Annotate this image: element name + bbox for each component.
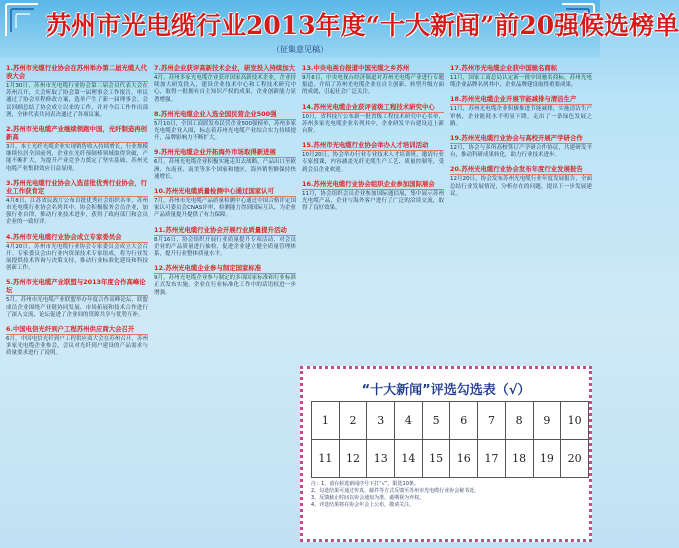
news-headline: 7.苏州企业获评高新技术企业，研发投入持续加大 bbox=[154, 64, 296, 72]
news-body: 3月，本土光纤光缆企业实现销售收入持续增长，行业规模继续位居全国前列，企业在光纤预制棒领域取得突破，产能不断扩大，为提升产业竞争力奠定了坚实基础，苏州光电缆产业集群效应日益显现。 bbox=[6, 144, 148, 172]
news-body: 7月，苏州市光电缆产品质量检测中心通过中国合格评定国家认可委员会CNAS评审，检测能力得到国际互认，为企业产品质量提升提供了有力保障。 bbox=[154, 198, 296, 219]
vote-note: 注：1、请在候选新闻序号下打“√”，限选10条。 bbox=[311, 481, 419, 487]
vote-cell[interactable]: 17 bbox=[478, 440, 506, 478]
news-body: 4月，苏州多家光电缆企业获评国家高新技术企业，企业持续加大研发投入，建设企业技术中心和工程技术研究中心，取得一批拥有自主知识产权的成果，企业创新能力显著增强。 bbox=[154, 75, 296, 103]
news-item bbox=[450, 64, 592, 89]
news-body: 9月6日，中央电视台经济频道对苏州光电缆产业进行专题报道，介绍了苏州光电缆企业在自主创新、转型升级方面的成就，引起社会广泛关注。 bbox=[302, 75, 444, 96]
news-headline: 1.苏州市光缆行业协会在苏州举办第二届光缆人代表大会 bbox=[6, 64, 148, 80]
news-column bbox=[152, 58, 298, 548]
news-item bbox=[6, 125, 148, 173]
news-body: 11月，苏州光电缆企业积极推进节能减排，实施清洁生产审核，企业能耗水平明显下降，走出了一条绿色发展之路。 bbox=[450, 106, 592, 127]
news-body: 10月20日，协会举办行业专业技术人才培训班，邀请行业专家授课，内容涵盖光纤光缆生产工艺、质量控制等，受到会员企业欢迎。 bbox=[302, 152, 444, 173]
news-item bbox=[6, 278, 148, 319]
vote-cell[interactable]: 7 bbox=[478, 402, 506, 440]
news-headline: 5.苏州市光电缆产业联盟与2013年度合作高峰论坛 bbox=[6, 278, 148, 296]
vote-cell[interactable]: 12 bbox=[339, 440, 367, 478]
vote-cell[interactable]: 11 bbox=[312, 440, 340, 478]
vote-cell[interactable]: 19 bbox=[533, 440, 561, 478]
news-item bbox=[154, 187, 296, 220]
news-headline: 8.苏州光电缆企业入选全国民营企业500强 bbox=[154, 110, 296, 120]
news-body: 6月，中国电信光纤到户工程供应商大会在苏州召开，苏州多家光电缆企业参会，会议对光纤到户建设的产品需求与质量要求进行了说明。 bbox=[6, 336, 148, 357]
news-headline: 3.苏州光电缆行业协会入选首批优秀行业协会，行业工作获肯定 bbox=[6, 178, 148, 195]
vote-cell[interactable]: 16 bbox=[450, 440, 478, 478]
news-headline: 15.苏州市光电缆行业协会举办人才培训活动 bbox=[302, 141, 444, 151]
news-body: 10月，省科技厅公布新一批省级工程技术研究中心名单，苏州多家光电缆企业名列其中，企业研发平台建设迈上新台阶。 bbox=[302, 113, 444, 135]
vote-cell[interactable]: 4 bbox=[395, 402, 423, 440]
news-headline: 12.苏州光电缆企业参与制定国家标准 bbox=[154, 264, 296, 274]
news-item bbox=[6, 179, 148, 227]
news-headline: 11.苏州光电缆行业协会开展行业质量提升活动 bbox=[154, 226, 296, 236]
news-headline: 20.苏州光电缆行业协会发布年度行业发展报告 bbox=[450, 165, 592, 175]
news-body: 6月，苏州光电缆企业积极实施走出去战略，产品出口至欧洲、东南亚、南美等多个国家和地区，海外销售额保持快速增长。 bbox=[154, 159, 296, 180]
vote-grid bbox=[311, 401, 589, 478]
vote-cell[interactable]: 15 bbox=[422, 440, 450, 478]
news-headline: 2.苏州市光电缆产业继续领跑中国，光纤制造再创新高 bbox=[6, 125, 148, 142]
vote-note: 4、评选结果将在协会年会上公布，敬请关注。 bbox=[311, 502, 415, 508]
news-body: 5月，苏州市光电缆产业联盟举办年度合作高峰论坛，联盟成员企业围绕产业链协同发展、市场拓展和技术合作进行了深入交流，论坛促进了企业间的资源共享与优势互补。 bbox=[6, 297, 148, 318]
header-banner bbox=[0, 0, 679, 58]
news-body: 12月，协会与多所高校签订产学研合作协议，共建研发平台，推动科研成果转化，助力行业技术进步。 bbox=[450, 145, 592, 159]
news-body: 4月20日，苏州市光电缆行业协会专家委员会成立大会召开。专家委员会由行业内资深技术专家组成，将为行业发展提供技术咨询与决策支持，推动行业标准化建设和科技创新工作。 bbox=[6, 243, 148, 272]
news-body: 12月20日，协会发布苏州光电缆行业年度发展报告，全面总结行业发展情况，分析存在的问题，提出下一步发展建议。 bbox=[450, 176, 592, 197]
news-item bbox=[6, 64, 148, 119]
vote-note: 3、反馈截止时间以协会通知为准，逾期视为弃权。 bbox=[311, 495, 425, 501]
news-body: 11月，协会组织会员企业参加国际通信展，集中展示苏州光电缆产品，企业与海外客户进行了广泛的洽谈交流，取得了良好效果。 bbox=[302, 190, 444, 212]
news-headline: 14.苏州光电缆企业获评省级工程技术研究中心 bbox=[302, 103, 444, 113]
news-headline: 17.苏州市光电缆企业获中国驰名商标 bbox=[450, 64, 592, 74]
news-item bbox=[154, 64, 296, 104]
news-item bbox=[6, 325, 148, 358]
page-title: 苏州市光电缆行业2013年度“十大新闻”前20强候选榜单 bbox=[46, 11, 679, 40]
news-item bbox=[450, 165, 592, 198]
vote-cell[interactable]: 6 bbox=[450, 402, 478, 440]
vote-note: 2、勾选结果可通过传真、邮件等方式反馈至苏州市光电缆行业协会秘书处。 bbox=[311, 488, 480, 494]
news-headline: 13.中央电视台报道中国光缆之乡苏州 bbox=[302, 64, 444, 74]
vote-cell[interactable]: 20 bbox=[561, 440, 589, 478]
vote-cell[interactable]: 1 bbox=[312, 402, 340, 440]
vote-cell[interactable]: 9 bbox=[533, 402, 561, 440]
news-item bbox=[450, 95, 592, 128]
vote-notes bbox=[311, 481, 583, 509]
news-item bbox=[154, 110, 296, 143]
news-headline: 4.苏州市光电缆行业协会成立专家委员会 bbox=[6, 233, 148, 243]
vote-cell[interactable]: 13 bbox=[367, 440, 395, 478]
vote-cell[interactable]: 3 bbox=[367, 402, 395, 440]
news-item bbox=[154, 264, 296, 297]
news-body: 4月8日，江苏省民政厅公布首批优秀社会组织名单，苏州市光电缆行业协会名列其中。协会积极服务会员企业，加强行业自律，推动行业技术进步，获得了政府部门和会员企业的一致好评。 bbox=[6, 197, 148, 226]
news-body: 8月16日，协会组织开展行业质量提升专项活动，对会员企业的产品质量进行抽检，促进企业建立健全质量管理体系，提升行业整体质量水平。 bbox=[154, 236, 296, 258]
vote-cell[interactable]: 14 bbox=[395, 440, 423, 478]
vote-cell[interactable]: 8 bbox=[505, 402, 533, 440]
news-headline: 19.苏州光电缆行业协会与高校开展产学研合作 bbox=[450, 134, 592, 144]
news-body: 9月，苏州光电缆企业参与制定的多项国家标准和行业标准正式发布实施，企业在行业标准化工作中的话语权进一步增强。 bbox=[154, 275, 296, 296]
page-subtitle: （征集意见稿） bbox=[272, 45, 328, 54]
news-item bbox=[154, 148, 296, 181]
news-item bbox=[450, 134, 592, 159]
news-headline: 18.苏州光电缆企业开展节能减排与清洁生产 bbox=[450, 95, 592, 105]
vote-cell[interactable]: 18 bbox=[505, 440, 533, 478]
news-item bbox=[302, 64, 444, 97]
vote-cell[interactable]: 10 bbox=[561, 402, 589, 440]
news-item bbox=[302, 103, 444, 136]
news-item bbox=[302, 141, 444, 174]
vote-form-title: “十大新闻”评选勾选表（√） bbox=[361, 383, 531, 398]
news-headline: 9.苏州光电缆企业开拓海外市场取得新进展 bbox=[154, 148, 296, 158]
news-body: 1月30日，苏州市光电缆行业协会第二届会员代表大会在苏州召开，大会听取了协会第一届理事会工作报告，审议通过了协会章程修改方案，选举产生了新一届理事会。会议回顾总结了协会成立以来的工作，并对今后工作作出部署，全体代表共同表决通过了各项议案。 bbox=[6, 83, 148, 118]
news-headline: 6.中国电信光纤到户工程苏州供应商大会召开 bbox=[6, 325, 148, 335]
news-headline: 10.苏州光电缆质量检测中心通过国家认可 bbox=[154, 187, 296, 197]
news-headline: 16.苏州光电缆行业协会组织企业参加国际展会 bbox=[302, 180, 444, 190]
news-body: 5月10日，全国工商联发布民营企业500强榜单，苏州多家光电缆企业入围，标志着苏州光电缆产业综合实力持续提升，品牌影响力不断扩大。 bbox=[154, 120, 296, 142]
vote-cell[interactable]: 2 bbox=[339, 402, 367, 440]
vote-cell[interactable]: 5 bbox=[422, 402, 450, 440]
news-item bbox=[302, 180, 444, 213]
news-body: 11月，国家工商总局认定新一批中国驰名商标，苏州光电缆企业品牌名列其中，企业品牌建设取得重要成果。 bbox=[450, 75, 592, 89]
news-column bbox=[4, 58, 150, 548]
news-item bbox=[6, 233, 148, 273]
vote-form bbox=[300, 366, 592, 542]
corner-ornament-icon bbox=[4, 2, 40, 38]
news-item bbox=[154, 226, 296, 259]
